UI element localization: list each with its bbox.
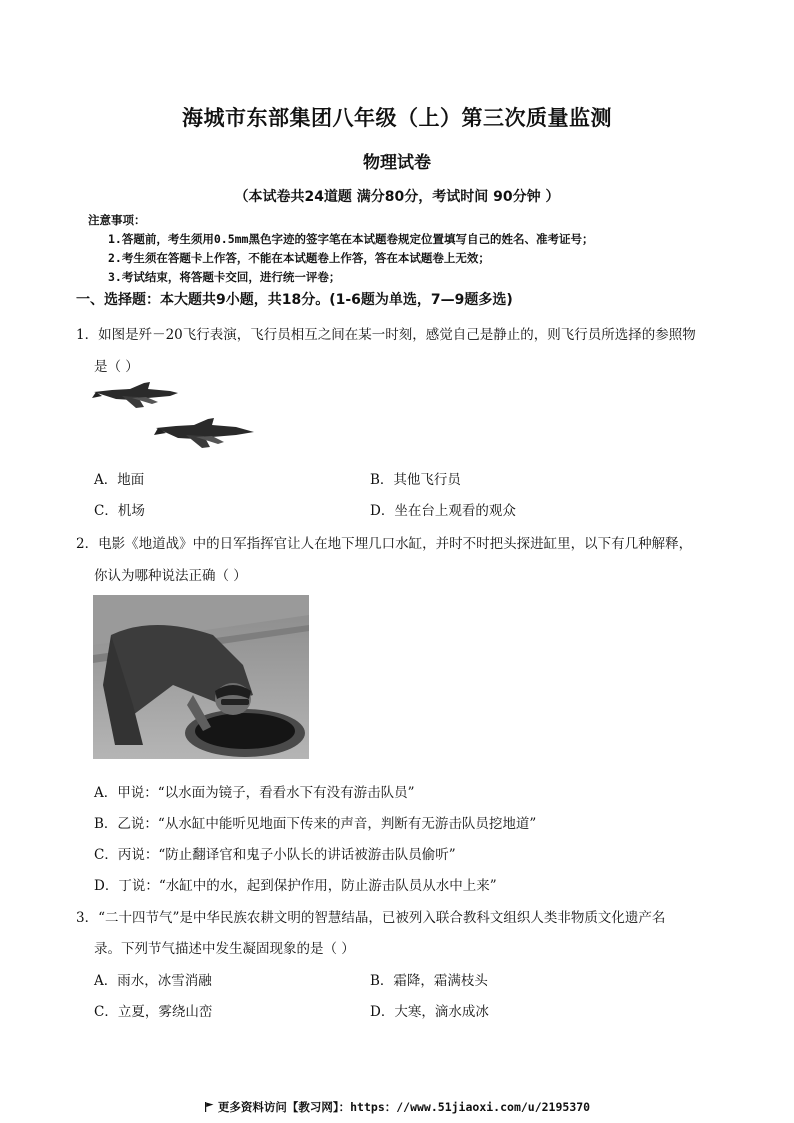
question-1-line-2: 是（ ）	[94, 359, 139, 375]
exam-subject: 物理试卷	[363, 153, 431, 173]
fighter-jet-icon	[92, 382, 178, 408]
footer-link[interactable]: 更多资料访问【教习网】：https：//www.51jiaoxi.com/u/2195370	[217, 1100, 591, 1114]
question-2-line-1: 2．电影《地道战》中的日军指挥官让人在地下埋几口水缸，并时不时把头探进缸里，以下有几种解释，	[76, 536, 693, 552]
water-vat-photo	[93, 595, 309, 759]
question-1-option-c: C．机场	[94, 503, 145, 519]
question-3-line-1: 3．“二十四节气”是中华民族农耕文明的智慧结晶，已被列入联合教科文组织人类非物质文化遗产名	[76, 910, 666, 926]
question-3-line-2: 录。下列节气描述中发生凝固现象的是（ ）	[94, 941, 355, 957]
question-1-option-d: D．坐在台上观看的观众	[370, 503, 516, 519]
question-1-line-1: 1．如图是歼－20飞行表演，飞行员相互之间在某一时刻，感觉自己是静止的，则飞行员所选择的参照物	[76, 327, 696, 343]
fighter-jet-icon	[154, 418, 254, 448]
question-2-option-a: A．甲说：“以水面为镜子，看看水下有没有游击队员”	[94, 785, 415, 801]
exam-title: 海城市东部集团八年级（上）第三次质量监测	[182, 106, 612, 130]
question-3-option-d: D．大寒，滴水成冰	[370, 1004, 489, 1020]
question-2-option-c: C．丙说：“防止翻译官和鬼子小队长的讲话被游击队员偷听”	[94, 847, 456, 863]
question-1-option-b: B．其他飞行员	[370, 472, 461, 488]
note-item-2: 2.考生须在答题卡上作答，不能在本试题卷上作答，答在本试题卷上无效；	[108, 251, 490, 265]
question-3-option-c: C．立夏，雾绕山峦	[94, 1004, 213, 1020]
exam-info: （本试卷共24道题 满分80分，考试时间 90分钟 ）	[234, 189, 560, 205]
note-item-1: 1.答题前，考生须用0.5mm黑色字迹的签字笔在本试题卷规定位置填写自己的姓名、准考证号；	[108, 232, 594, 246]
question-2-option-b: B．乙说：“从水缸中能听见地面下传来的声音，判断有无游击队员挖地道”	[94, 816, 537, 832]
question-2-option-d: D．丁说：“水缸中的水，起到保护作用，防止游击队员从水中上来”	[94, 878, 497, 894]
question-2-line-2: 你认为哪种说法正确（ ）	[94, 568, 247, 584]
question-1-option-a: A．地面	[94, 472, 145, 488]
flag-icon	[204, 1102, 214, 1112]
notes-title: 注意事项：	[88, 213, 146, 227]
section-title: 一、选择题：本大题共9小题，共18分。(1-6题为单选，7—9题多选)	[76, 292, 513, 308]
footer	[0, 1099, 794, 1115]
question-3-option-a: A．雨水，冰雪消融	[94, 973, 212, 989]
question-3-option-b: B．霜降，霜满枝头	[370, 973, 488, 989]
fighter-jets-image	[92, 380, 262, 452]
note-item-3: 3.考试结束，将答题卡交回，进行统一评卷；	[108, 270, 341, 284]
